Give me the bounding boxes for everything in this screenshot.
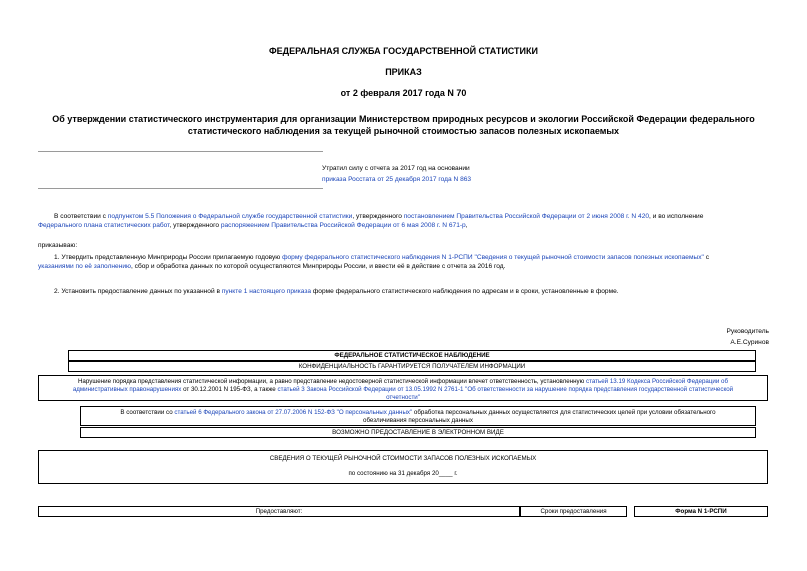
signature-role: Руководитель (726, 328, 769, 335)
note-top-divider (38, 151, 323, 152)
link-koap[interactable]: статьей 13.19 Кодекса Российской Федерации об (586, 378, 729, 385)
text: , сбор и обработка данных по которой осуществляются Минприроды России, и ввести её в действие с отчета за 2016 год. (131, 263, 506, 270)
report-title-box (38, 450, 768, 484)
note-bottom-divider (38, 188, 323, 189)
link-point-1[interactable]: пункте 1 настоящего приказа (221, 288, 312, 295)
doc-date-number: от 2 февраля 2017 года N 70 (340, 88, 467, 98)
text: Форма N 1-РСПИ (675, 507, 727, 515)
text: от 30.12.2001 N 195-ФЗ, а также (181, 386, 278, 393)
text: , (465, 222, 468, 229)
text: 2. Установить предоставление данных по указанной в (54, 288, 222, 295)
text: , и во исполнение (649, 213, 704, 220)
doc-title-line1: Об утверждении статистического инструментария для организации Министерством природных ресурсов и экологии Российской Федерации федерального (52, 114, 755, 124)
order-word: приказываю: (38, 242, 78, 249)
item-1 (38, 253, 778, 271)
text: Предоставляют: (255, 507, 303, 515)
link-federal-plan[interactable]: Федерального плана статистических работ (38, 222, 170, 229)
link-form[interactable]: форму федерального статистического наблюдения N 1-РСПИ "Сведения о текущей рыночной стоимости запасов полезных ископаемых" (282, 254, 704, 261)
report-title: СВЕДЕНИЯ О ТЕКУЩЕЙ РЫНОЧНОЙ СТОИМОСТИ ЗАПАСОВ ПОЛЕЗНЫХ ИСКОПАЕМЫХ (269, 455, 537, 462)
text: обезличивания персональных данных (363, 417, 473, 424)
col-submitters (38, 506, 520, 517)
link-regulation[interactable]: подпунктом 5.5 Положения о Федеральной службе государственной статистики (107, 213, 353, 220)
electronic-box (80, 427, 756, 438)
violation-box (38, 375, 768, 401)
report-as-of: по состоянию на 31 декабря 20____ г. (348, 470, 458, 477)
text: , утвержденного (352, 213, 404, 220)
text: Нарушение порядка представления статистической информации, а равно представление недостоверной статистической информации влечет ответственность, установленную (77, 378, 586, 385)
signature-name: А.Е.Суринов (730, 339, 769, 346)
text: ВОЗМОЖНО ПРЕДОСТАВЛЕНИЕ В ЭЛЕКТРОННОМ ВИДЕ (332, 428, 504, 436)
doc-title-line2: статистического наблюдения за текущей рыночной стоимостью запасов полезных ископаемых (187, 126, 620, 136)
link-law-2761-cont[interactable]: отчетности" (386, 394, 420, 401)
text: обработка персональных данных осуществляется для статистических целей при условии обязательного (412, 409, 716, 416)
text: В соответствии со (120, 409, 175, 416)
org-title: ФЕДЕРАЛЬНАЯ СЛУЖБА ГОСУДАРСТВЕННОЙ СТАТИСТИКИ (269, 46, 538, 56)
link-instructions[interactable]: указаниями по её заполнению (38, 263, 131, 270)
link-law-152[interactable]: статьей 6 Федерального закона от 27.07.2006 N 152-ФЗ "О персональных данных" (174, 409, 413, 416)
confidential-box (68, 361, 756, 372)
link-order[interactable]: распоряжением Правительства Российской Федерации от 6 мая 2008 г. N 671-р (220, 222, 466, 229)
text: 1. Утвердить представленную Минприроды России прилагаемую годовую (54, 254, 283, 261)
link-law-2761[interactable]: статьей 3 Закона Российской Федерации от 13.05.1992 N 2761-1 "Об ответственности за нарушение порядка представления государственной статистической (277, 386, 734, 393)
item-2 (38, 287, 778, 296)
personal-data-box (80, 406, 756, 426)
text: ФЕДЕРАЛЬНОЕ СТАТИСТИЧЕСКОЕ НАБЛЮДЕНИЕ (334, 351, 490, 359)
link-koap-cont[interactable]: административных правонарушениях (72, 386, 182, 393)
text: КОНФИДЕНЦИАЛЬНОСТЬ ГАРАНТИРУЕТСЯ ПОЛУЧАТЕЛЕМ ИНФОРМАЦИИ (298, 362, 526, 370)
doc-type: ПРИКАЗ (385, 67, 422, 77)
text: , утвержденного (169, 222, 221, 229)
preamble-paragraph (38, 212, 778, 230)
fed-observation-box (68, 350, 756, 361)
text: В соответствии с (54, 213, 108, 220)
note-line: Утратил силу с отчета за 2017 год на основании (322, 165, 470, 172)
col-deadlines (520, 506, 627, 517)
text: Сроки предоставления (540, 507, 607, 515)
link-resolution[interactable]: постановлением Правительства Российской Федерации от 2 июня 2008 г. N 420 (403, 213, 650, 220)
note-link[interactable]: приказа Росстата от 25 декабря 2017 года N 863 (322, 176, 472, 183)
form-number (634, 506, 768, 517)
text: форме федерального статистического наблюдения по адресам и в сроки, установленные в форме. (311, 288, 619, 295)
text: с (703, 254, 709, 261)
